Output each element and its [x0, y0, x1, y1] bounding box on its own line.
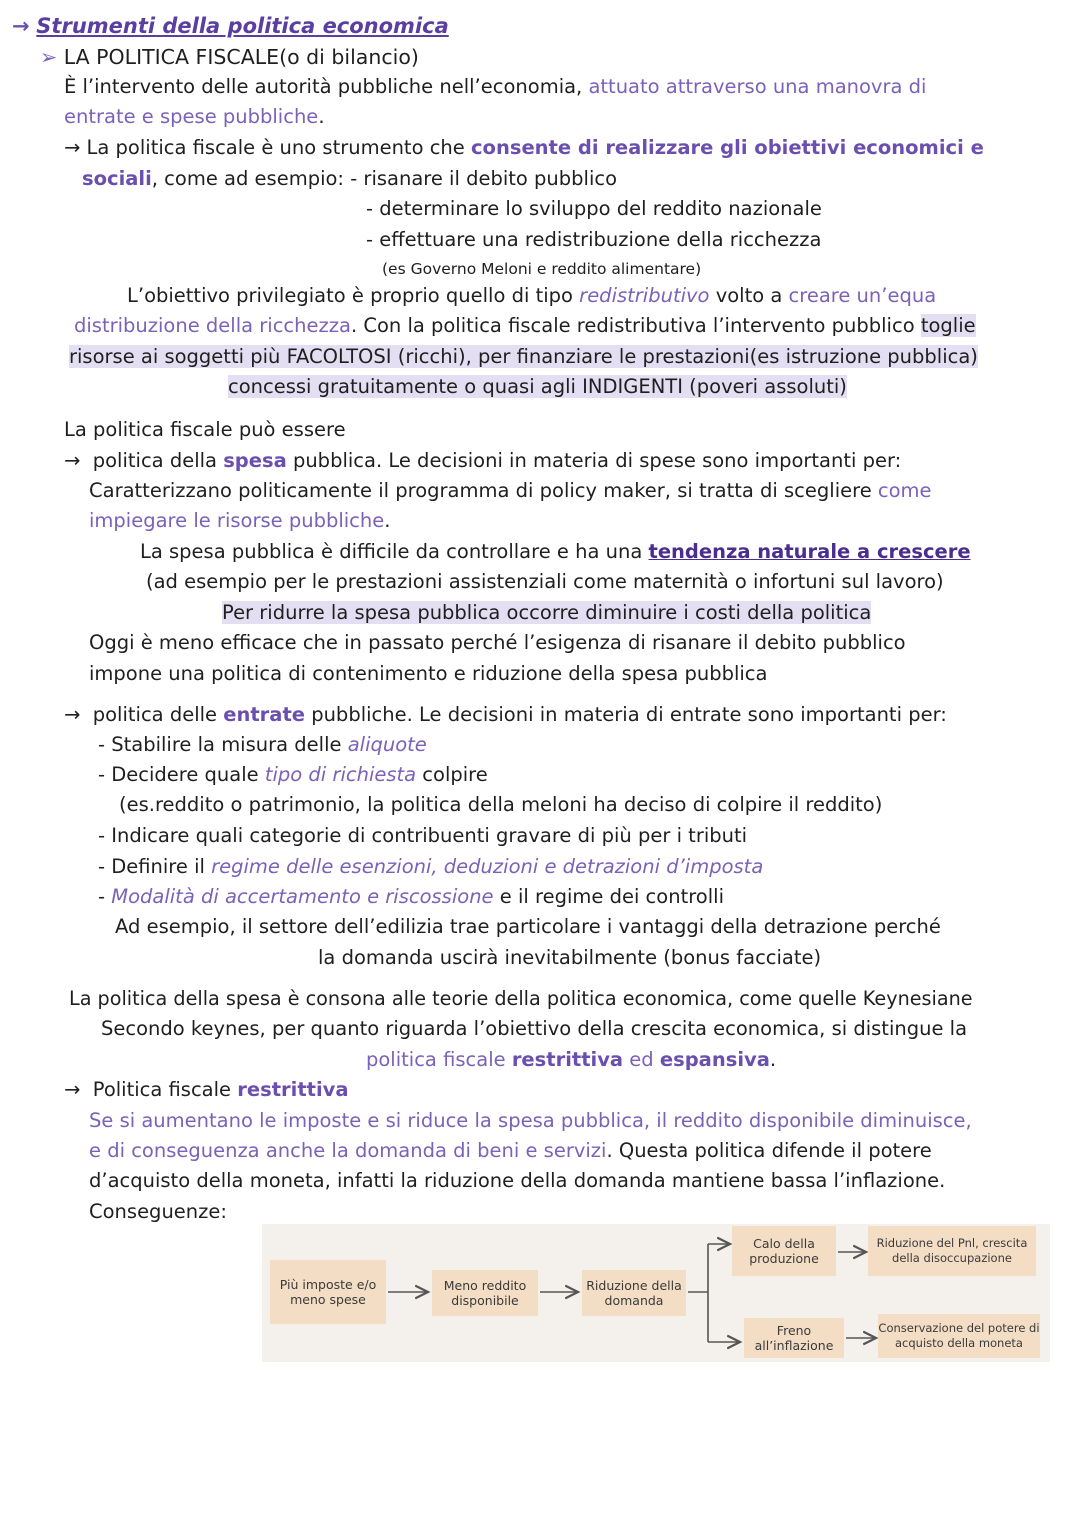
fiscal-tool-line-1: → La politica fiscale è uno strumento che consente di realizzare gli obiettivi economici e — [64, 136, 984, 159]
arrow-bullet-icon: ➢ — [40, 45, 58, 69]
entrate-example-1: Ad esempio, il settore dell’edilizia trae particolare i vantaggi della detrazione perché — [115, 915, 941, 938]
spesa-line-5: (ad esempio per le prestazioni assistenziali come maternità o infortuni sul lavoro) — [146, 570, 944, 593]
spesa-line-3: impiegare le risorse pubbliche. — [89, 509, 391, 532]
fiscal-goal-3: - effettuare una redistribuzione della ricchezza — [366, 228, 822, 251]
entrate-item-2-note: (es.reddito o patrimonio, la politica della meloni ha deciso di colpire il reddito) — [119, 793, 883, 816]
restrittiva-line-2: e di conseguenza anche la domanda di beni e servizi. Questa politica difende il potere — [89, 1139, 932, 1162]
box-riduzione-domanda: Riduzione della domanda — [582, 1270, 686, 1316]
box-piu-imposte: Più imposte e/o meno spese — [270, 1260, 386, 1324]
section-heading — [12, 11, 449, 41]
keynes-line-1: La politica della spesa è consona alle teorie della politica economica, come quelle Keynesiane — [69, 987, 973, 1010]
keynes-line-3: politica fiscale restrittiva ed espansiva. — [366, 1048, 777, 1071]
entrate-item-2: - Decidere quale tipo di richiesta colpire — [98, 763, 488, 786]
keynes-line-2: Secondo keynes, per quanto riguarda l’obiettivo della crescita economica, si distingue la — [101, 1017, 968, 1040]
spesa-intro: La politica fiscale può essere — [64, 418, 346, 441]
entrate-example-2: la domanda uscirà inevitabilmente (bonus facciate) — [318, 946, 822, 969]
fiscal-heading — [40, 42, 419, 72]
entrate-item-1: - Stabilire la misura delle aliquote — [98, 733, 427, 756]
arrow-right-icon: → — [64, 703, 81, 726]
entrate-line-1: → politica delle entrate pubbliche. Le decisioni in materia di entrate sono importanti per: — [64, 703, 947, 726]
arrow-right-icon: → — [64, 1078, 81, 1101]
entrate-item-3: - Indicare quali categorie di contribuenti gravare di più per i tributi — [98, 824, 748, 847]
fiscal-title-suffix: (o di bilancio) — [279, 45, 419, 69]
box-conservazione: Conservazione del potere di acquisto della moneta — [878, 1314, 1040, 1358]
arrow-right-icon: → — [64, 136, 81, 159]
box-meno-reddito: Meno reddito disponibile — [432, 1270, 538, 1316]
arrow-right-icon: → — [12, 14, 30, 38]
spesa-line-4: La spesa pubblica è difficile da controllare e ha una tendenza naturale a crescere — [140, 540, 971, 563]
page-title: Strumenti della politica economica — [36, 14, 449, 38]
fiscal-title: LA POLITICA FISCALE — [63, 45, 280, 69]
restrittiva-line-1: Se si aumentano le imposte e si riduce la spesa pubblica, il reddito disponibile diminuisce, — [89, 1109, 972, 1132]
fiscal-tool-line-2: sociali, come ad esempio: - risanare il debito pubblico — [82, 167, 618, 190]
fiscal-goal-2: - determinare lo sviluppo del reddito nazionale — [366, 197, 822, 220]
objective-line-4: concessi gratuitamente o quasi agli INDIGENTI (poveri assoluti) — [228, 375, 847, 398]
box-riduzione-pnl: Riduzione del Pnl, crescita della disoccupazione — [868, 1226, 1036, 1276]
objective-line-2: distribuzione della ricchezza. Con la politica fiscale redistributiva l’intervento pubblico toglie — [74, 314, 976, 337]
spesa-line-7: Oggi è meno efficace che in passato perché l’esigenza di risanare il debito pubblico — [89, 631, 906, 654]
fiscal-definition-line-2: entrate e spese pubbliche. — [64, 105, 325, 128]
entrate-item-4: - Definire il regime delle esenzioni, deduzioni e detrazioni d’imposta — [98, 855, 764, 878]
fiscal-definition-line-1: È l’intervento delle autorità pubbliche nell’economia, attuato attraverso una manovra di — [64, 75, 927, 98]
box-freno-inflazione: Freno all’inflazione — [744, 1318, 844, 1358]
box-calo-produzione: Calo della produzione — [732, 1226, 836, 1276]
spesa-line-2: Caratterizzano politicamente il programma di policy maker, si tratta di scegliere come — [89, 479, 932, 502]
entrate-item-5: - Modalità di accertamento e riscossione e il regime dei controlli — [98, 885, 724, 908]
arrow-right-icon: → — [64, 449, 81, 472]
restrittiva-line-3: d’acquisto della moneta, infatti la riduzione della domanda mantiene bassa l’inflazione. — [89, 1169, 946, 1192]
restrittiva-line-4: Conseguenze: — [89, 1200, 227, 1223]
objective-line-3: risorse ai soggetti più FACOLTOSI (ricchi), per finanziare le prestazioni(es istruzione pubblica) — [69, 345, 978, 368]
restrittiva-title: → Politica fiscale restrittiva — [64, 1078, 349, 1101]
consequences-diagram — [262, 1224, 1050, 1362]
spesa-line-6: Per ridurre la spesa pubblica occorre diminuire i costi della politica — [222, 601, 872, 624]
objective-line-1: L’obiettivo privilegiato è proprio quello di tipo redistributivo volto a creare un’equa — [127, 284, 937, 307]
fiscal-goal-note: (es Governo Meloni e reddito alimentare) — [382, 260, 702, 278]
spesa-line-1: → politica della spesa pubblica. Le decisioni in materia di spese sono importanti per: — [64, 449, 902, 472]
spesa-line-8: impone una politica di contenimento e riduzione della spesa pubblica — [89, 662, 768, 685]
